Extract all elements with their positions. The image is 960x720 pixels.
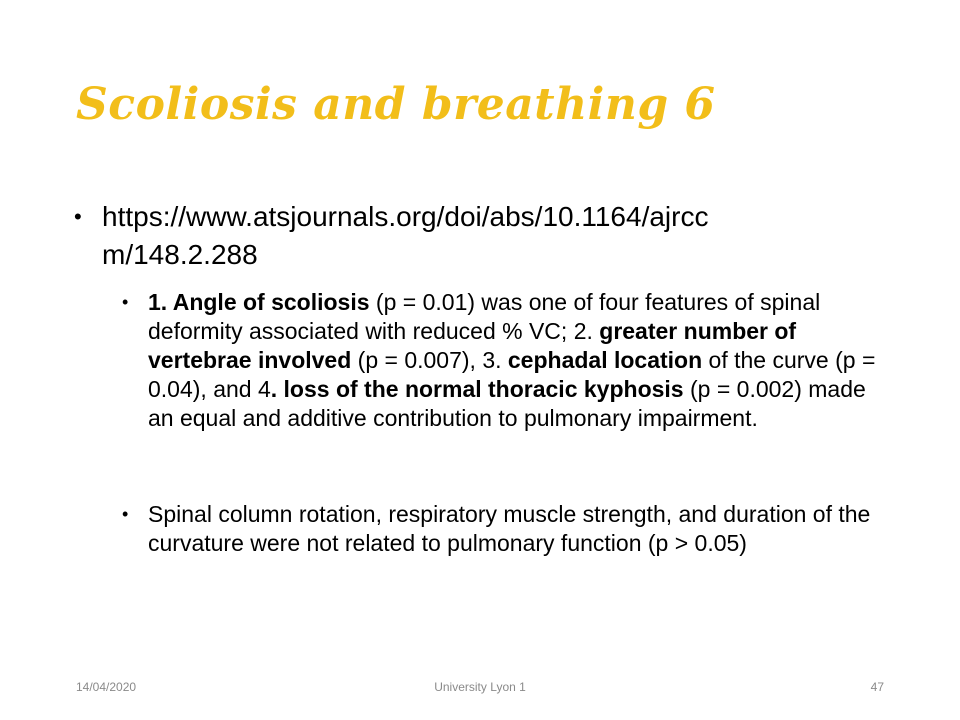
text-segment: (p = 0.007), 3. [351, 347, 508, 373]
bullet-text-features [148, 288, 888, 433]
footer-date: 14/04/2020 [76, 680, 137, 694]
footer-page-number: 47 [870, 680, 884, 694]
slide-title: Scoliosis and breathing 6 [76, 79, 716, 130]
bold-cephadal-location: cephadal location [507, 347, 703, 373]
text-segment: (p = 0.002) made an equal and additive contribution to pulmonary impairment. [148, 376, 866, 431]
bullet-dot: • [122, 292, 129, 312]
bullet-text-url: https://www.atsjournals.org/doi/abs/10.1164/ajrcc m/148.2.288 [102, 201, 709, 270]
bold-angle-of-scoliosis: 1. Angle of scoliosis [148, 289, 370, 315]
bullet-text-not-related: Spinal column rotation, respiratory muscle strength, and duration of the curvature were not related to pulmonary function (p > 0.05) [148, 501, 871, 556]
bullet-dot: • [122, 504, 129, 524]
text-segment: (p = 0.01) was one of four features of spinal deformity associated with reduced % VC; 2. [148, 289, 821, 344]
footer-institution: University Lyon 1 [434, 680, 526, 694]
bullet-dot: • [74, 204, 82, 229]
text-segment: of the curve (p = 0.04), and 4 [148, 347, 876, 402]
bold-loss-of-kyphosis: . loss of the normal thoracic kyphosis [270, 376, 684, 402]
bold-vertebrae-involved: greater number of vertebrae involved [148, 318, 797, 373]
